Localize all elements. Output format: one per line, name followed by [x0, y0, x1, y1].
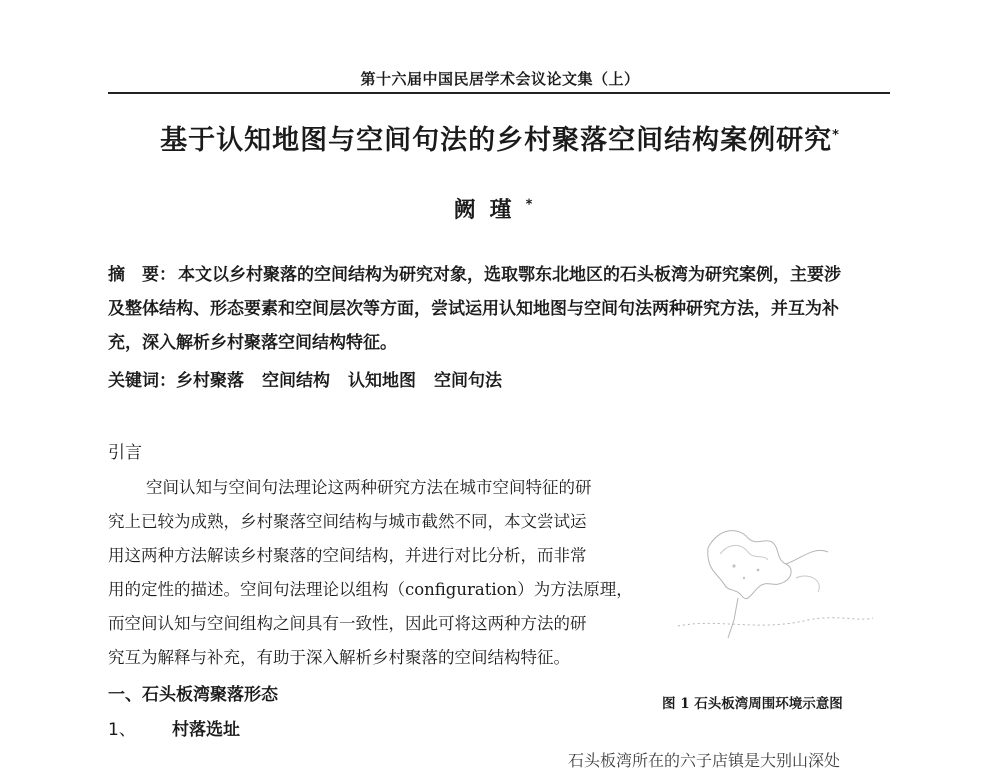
map-ridge: [728, 598, 738, 638]
map-contour: [720, 545, 768, 560]
title-footnote-mark: *: [832, 128, 840, 143]
map-dot: [743, 577, 745, 579]
abstract-text-1: 本文以乡村聚落的空间结构为研究对象，选取鄂东北地区的石头板湾为研究案例，主要涉: [178, 265, 841, 285]
keyword: 认知地图: [348, 371, 416, 391]
abstract-label: 摘 要：: [108, 265, 176, 285]
subsection-number: 1、: [108, 720, 136, 740]
subsection-title: 村落选址: [172, 720, 240, 740]
keyword: 空间结构: [262, 371, 330, 391]
keyword: 乡村聚落: [176, 371, 244, 391]
map-stream: [678, 618, 873, 626]
figure-caption: 图 1 石头板湾周围环境示意图: [662, 696, 843, 712]
intro-heading: 引言: [108, 443, 142, 463]
intro-line-4: 用的定性的描述。空间句法理论以组构（configuration）为方法原理，: [108, 580, 633, 599]
header-rule: [108, 92, 890, 94]
subsection-heading: [108, 715, 240, 740]
map-outline: [708, 531, 791, 599]
intro-line-1: 空间认知与空间句法理论这两种研究方法在城市空间特征的研: [146, 478, 592, 497]
intro-line-5: 而空间认知与空间组构之间具有一致性，因此可将这两种方法的研: [108, 614, 587, 633]
paper-title-text: 基于认知地图与空间句法的乡村聚落空间结构案例研究: [160, 125, 833, 156]
map-dot: [757, 569, 760, 572]
abstract-line-3: 充，深入解析乡村聚落空间结构特征。: [108, 333, 397, 353]
abstract-line-1: [108, 259, 841, 291]
keywords-label: 关键词：: [108, 371, 176, 391]
author-footnote-mark: *: [525, 197, 547, 213]
author-name: [0, 193, 1000, 224]
map-contour-2: [796, 576, 819, 592]
running-header: 第十六届中国民居学术会议论文集（上）: [360, 70, 640, 88]
cut-off-body-line: 石头板湾所在的六子店镇是大别山深处: [568, 751, 841, 770]
keyword: 空间句法: [434, 371, 502, 391]
keywords-line: [108, 365, 520, 397]
map-dot: [732, 564, 735, 567]
author-name-text: 阙瑾: [453, 198, 526, 223]
figure-sketch-map: [668, 508, 878, 648]
section-heading: 一、石头板湾聚落形态: [108, 685, 278, 705]
paper-title: [0, 118, 1000, 157]
intro-line-6: 究互为解释与补充，有助于深入解析乡村聚落的空间结构特征。: [108, 648, 570, 667]
abstract-line-2: 及整体结构、形态要素和空间层次等方面，尝试运用认知地图与空间句法两种研究方法，并互为补: [108, 299, 839, 319]
intro-line-2: 究上已较为成熟，乡村聚落空间结构与城市截然不同，本文尝试运: [108, 512, 587, 531]
map-ridge-2: [786, 550, 828, 564]
intro-line-3: 用这两种方法解读乡村聚落的空间结构，并进行对比分析，而非常: [108, 546, 587, 565]
